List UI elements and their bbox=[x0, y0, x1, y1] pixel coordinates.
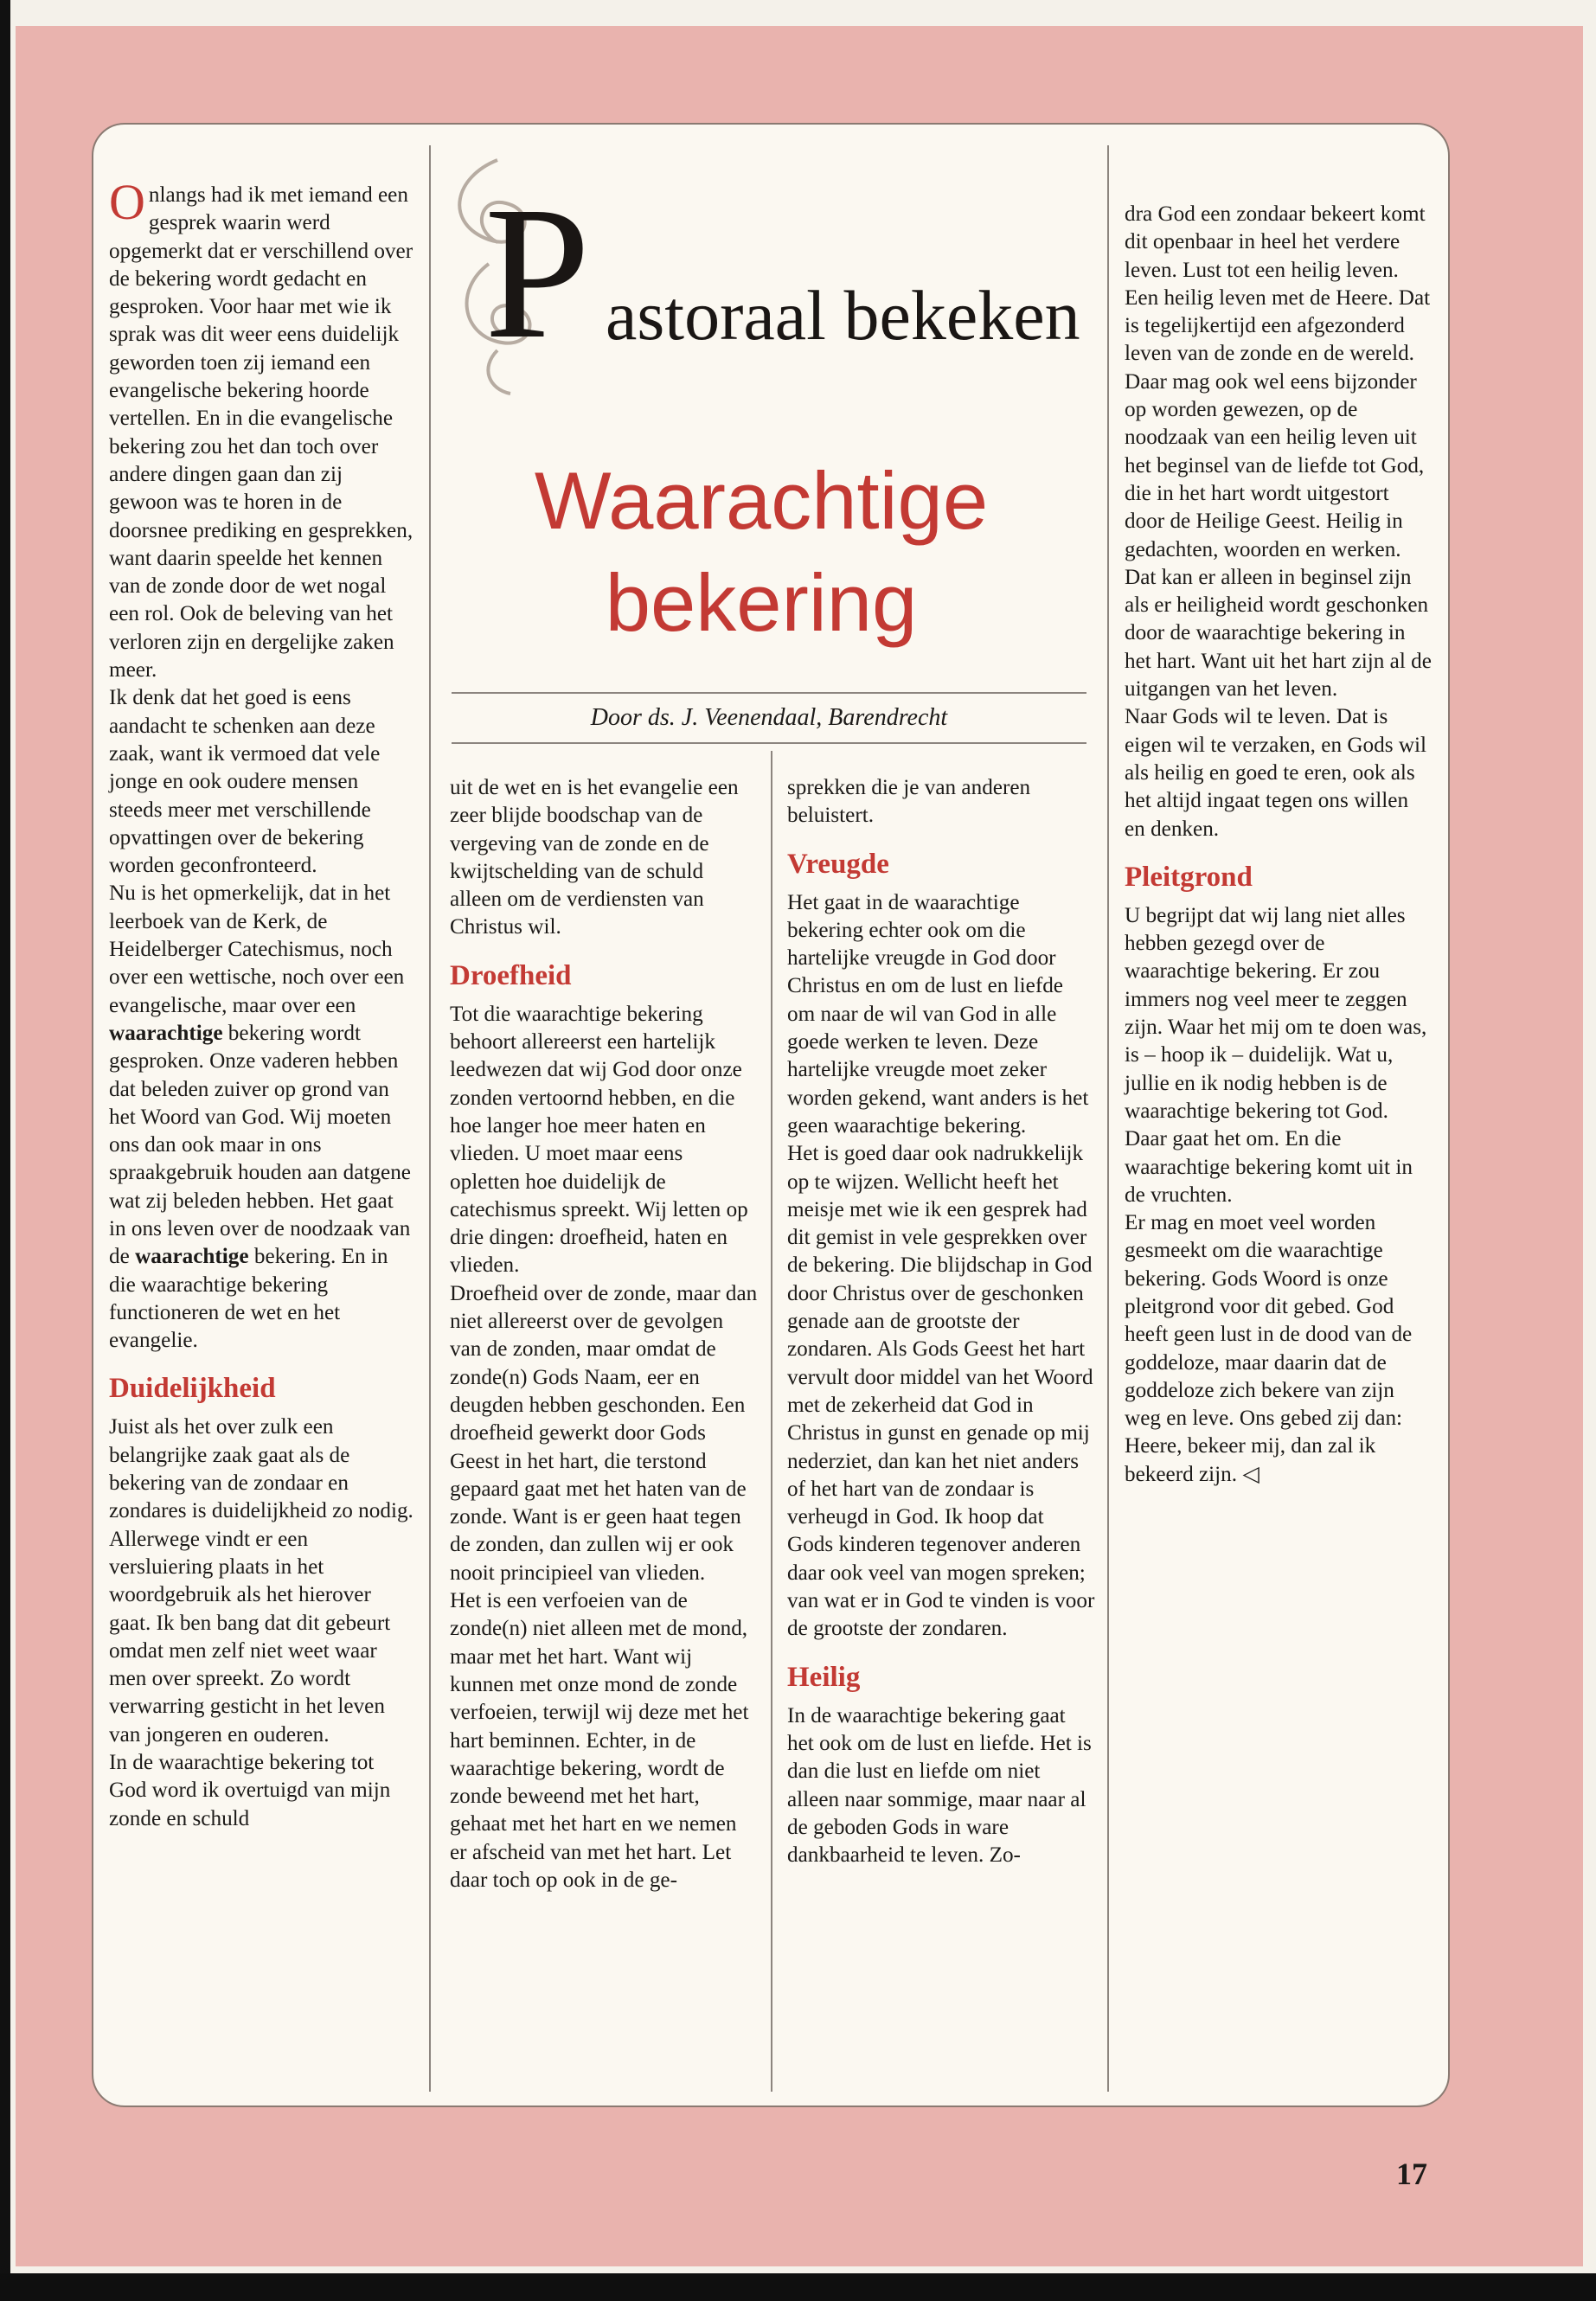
rubric-title: astoraal bekeken bbox=[606, 276, 1080, 355]
paragraph: Droefheid over de zonde, maar dan niet allereerst over de gevolgen van de zonden, maar omdat de zonde(n) Gods Naam, eer en deugden hebben geschonden. Een droefheid gewerkt door Gods Geest in het hart, die terstond gepaard gaat met het haten van de zonde. Want is er geen haat tegen de zonden, dan zullen wij er ook nooit principieel van vlieden. bbox=[450, 1281, 758, 1585]
byline-rule-top bbox=[452, 692, 1086, 694]
paragraph: In de waarachtige bekering tot God word ik overtuigd van mijn zonde en schuld bbox=[109, 1751, 391, 1830]
paragraph: Naar Gods wil te leven. Dat is eigen wil te verzaken, en Gods wil als heilig en goed te eren, ook als het altijd ingaat tegen ons willen en denken. bbox=[1125, 705, 1427, 841]
paragraph: Ik denk dat het goed is eens aandacht te schenken aan deze zaak, want ik vermoed dat vele jonge en ook oudere mensen steeds meer met verschillende opvattingen over de bekering worden geconfronteerd. bbox=[109, 686, 381, 878]
text: bekering wordt gesproken. Onze vaderen hebben dat beleden zuiver op grond van het Woord van God. Wij moeten ons dan ook maar in ons spraakgebruik houden aan datgene wat zij beleden hebben. Het gaat in ons leven over de noodzaak van de bbox=[109, 1021, 411, 1269]
rubric-initial: P bbox=[484, 167, 591, 378]
scan-edge-left bbox=[0, 0, 10, 2301]
drop-cap: O bbox=[109, 174, 145, 230]
column-2 bbox=[450, 774, 758, 1894]
end-mark-icon: ◁ bbox=[1242, 1462, 1259, 1486]
text: bekering. En in die waarachtige bekering functioneren de wet en het evangelie. bbox=[109, 1245, 388, 1353]
text: nlangs had ik met iemand een gesprek waarin werd opgemerkt dat er verschillend over de bekering wordt gedacht en gesproken. Voor haar met wie ik sprak was dit weer eens duidelijk geworden toen zij iemand een evangelische bekering hoorde vertellen. En in die evangelische bekering zou het dan toch over andere dingen gaan dan zij gewoon was te horen in de doorsnee prediking en gesprekken, want daarin speelde het kennen van de zonde door de wet nogal een rol. Ook de beleving van het verloren zijn en dergelijke zaken meer. bbox=[109, 183, 413, 683]
column-4 bbox=[1125, 201, 1433, 1489]
paragraph: In de waarachtige bekering gaat het ook om de lust en liefde. Het is dan die lust en liefde om niet alleen naar sommige, maar naar al de geboden Gods in ware dankbaarheid te leven. Zo- bbox=[787, 1703, 1092, 1868]
column-rule bbox=[429, 145, 431, 2092]
page-number: 17 bbox=[1396, 2157, 1427, 2191]
paragraph bbox=[109, 174, 415, 684]
paragraph: sprekken die je van anderen beluistert. bbox=[787, 776, 1031, 828]
section-heading: Vreugde bbox=[787, 848, 889, 880]
paragraph: dra God een zondaar bekeert komt dit openbaar in heel het verdere leven. Lust tot een heilig leven. Een heilig leven met de Heere. Dat is tegelijkertijd een afgezonderd leven van de zonde en de wereld. bbox=[1125, 202, 1431, 366]
byline-rule-bottom bbox=[452, 742, 1086, 744]
text: Er mag en moet veel worden gesmeekt om die waarachtige bekering. Gods Woord is onze pleitgrond voor dit gebed. God heeft geen lust in de dood van de goddeloze, maar daarin dat de goddeloze zich bekere van zijn weg en leve. Ons gebed zij dan: Heere, bekeer mij, dan zal ik bekeerd zijn. bbox=[1125, 1211, 1413, 1486]
text: Nu is het opmerkelijk, dat in het leerboek van de Kerk, de Heidelberger Catechismus, noch over een wettische, noch over een evangelische, maar over een bbox=[109, 881, 405, 1017]
scan-edge-bottom bbox=[0, 2273, 1596, 2301]
paragraph bbox=[1125, 1209, 1433, 1489]
article-headline: Waarachtige bekering bbox=[534, 455, 989, 648]
paragraph: Juist als het over zulk een belangrijke zaak gaat als de bekering van de zondaar en zondares is duidelijkheid zo nodig. Allerwege vindt er een versluiering plaats in het woordgebruik als het hierover gaat. Ik ben bang dat dit gebeurt omdat men zelf niet weet waar men over spreekt. Zo wordt verwarring gesticht in het leven van jongeren en ouderen. bbox=[109, 1415, 413, 1747]
byline: Door ds. J. Veenendaal, Barendrecht bbox=[590, 704, 948, 731]
paragraph: uit de wet en is het evangelie een zeer blijde boodschap van de vergeving van de zonde en de kwijtschelding van de schuld alleen om de verdiensten van Christus wil. bbox=[450, 776, 739, 939]
section-heading: Pleitgrond bbox=[1125, 861, 1253, 893]
paragraph: Tot die waarachtige bekering behoort allereerst een hartelijk leedwezen dat wij God door onze zonden vertoornd hebben, en die hoe langer hoe meer haten en vlieden. U moet maar eens opletten hoe duidelijk de catechismus spreekt. Wij letten op drie dingen: droefheid, haten en vlieden. bbox=[450, 1002, 748, 1278]
keyword: waarachtige bbox=[109, 1021, 223, 1045]
paragraph bbox=[109, 880, 415, 1355]
column-rule bbox=[1107, 145, 1109, 2092]
paragraph: U begrijpt dat wij lang niet alles hebben gezegd over de waarachtige bekering. Er zou immers nog veel meer te zeggen zijn. Waar het mij om te doen was, is – hoop ik – duidelijk. Wat u, jullie en ik nodig hebben is de waarachtige bekering tot God. Daar gaat het om. En die waarachtige bekering komt uit in de vruchten. bbox=[1125, 903, 1427, 1207]
column-3 bbox=[787, 774, 1095, 1869]
paragraph: Het is goed daar ook nadrukkelijk op te wijzen. Wellicht heeft het meisje met wie ik een gesprek had dit gemist in vele gesprekken over de bekering. Die blijdschap in God door Christus over de geschonken genade aan de grootste der zondaren. Als Gods Geest het hart vervult door middel van het Woord met de zekerheid dat God in Christus in gunst en genade op mij nederziet, dan kan het niet anders of het hart van de zondaar is verheugd in God. Ik hoop dat Gods kinderen tegenover anderen daar ook veel van mogen spreken; van wat er in God te vinden is voor de grootste der zondaren. bbox=[787, 1142, 1095, 1641]
column-1 bbox=[109, 174, 415, 1833]
section-heading: Duidelijkheid bbox=[109, 1373, 276, 1405]
section-heading: Heilig bbox=[787, 1661, 861, 1693]
paragraph: Het is een verfoeien van de zonde(n) niet alleen met de mond, maar met het hart. Want wij kunnen met onze mond de zonde verfoeien, terwijl wij deze met het hart beminnen. Echter, in de waarachtige bekering, wordt de zonde beweend met het hart, gehaat met het hart en we nemen er afscheid van met het hart. Let daar toch op ook in de ge- bbox=[450, 1589, 749, 1892]
section-heading: Droefheid bbox=[450, 959, 572, 991]
paragraph: Daar mag ook wel eens bijzonder op worden gewezen, op de noodzaak van een heilig leven uit het beginsel van de liefde tot God, die in het hart wordt uitgestort door de Heilige Geest. Heilig in gedachten, woorden en werken. Dat kan er alleen in beginsel zijn als er heiligheid wordt geschonken door de waarachtige bekering in het hart. Want uit het hart zijn al de uitgangen van het leven. bbox=[1125, 369, 1432, 702]
column-rule bbox=[771, 751, 772, 2092]
keyword: waarachtige bbox=[135, 1245, 249, 1269]
paragraph: Het gaat in de waarachtige bekering echter ook om die hartelijke vreugde in God door Christus en om de lust en liefde om naar de wil van God in alle goede werken te leven. Deze hartelijke vreugde moet zeker worden gekend, want anders is het geen waarachtige bekering. bbox=[787, 890, 1089, 1138]
